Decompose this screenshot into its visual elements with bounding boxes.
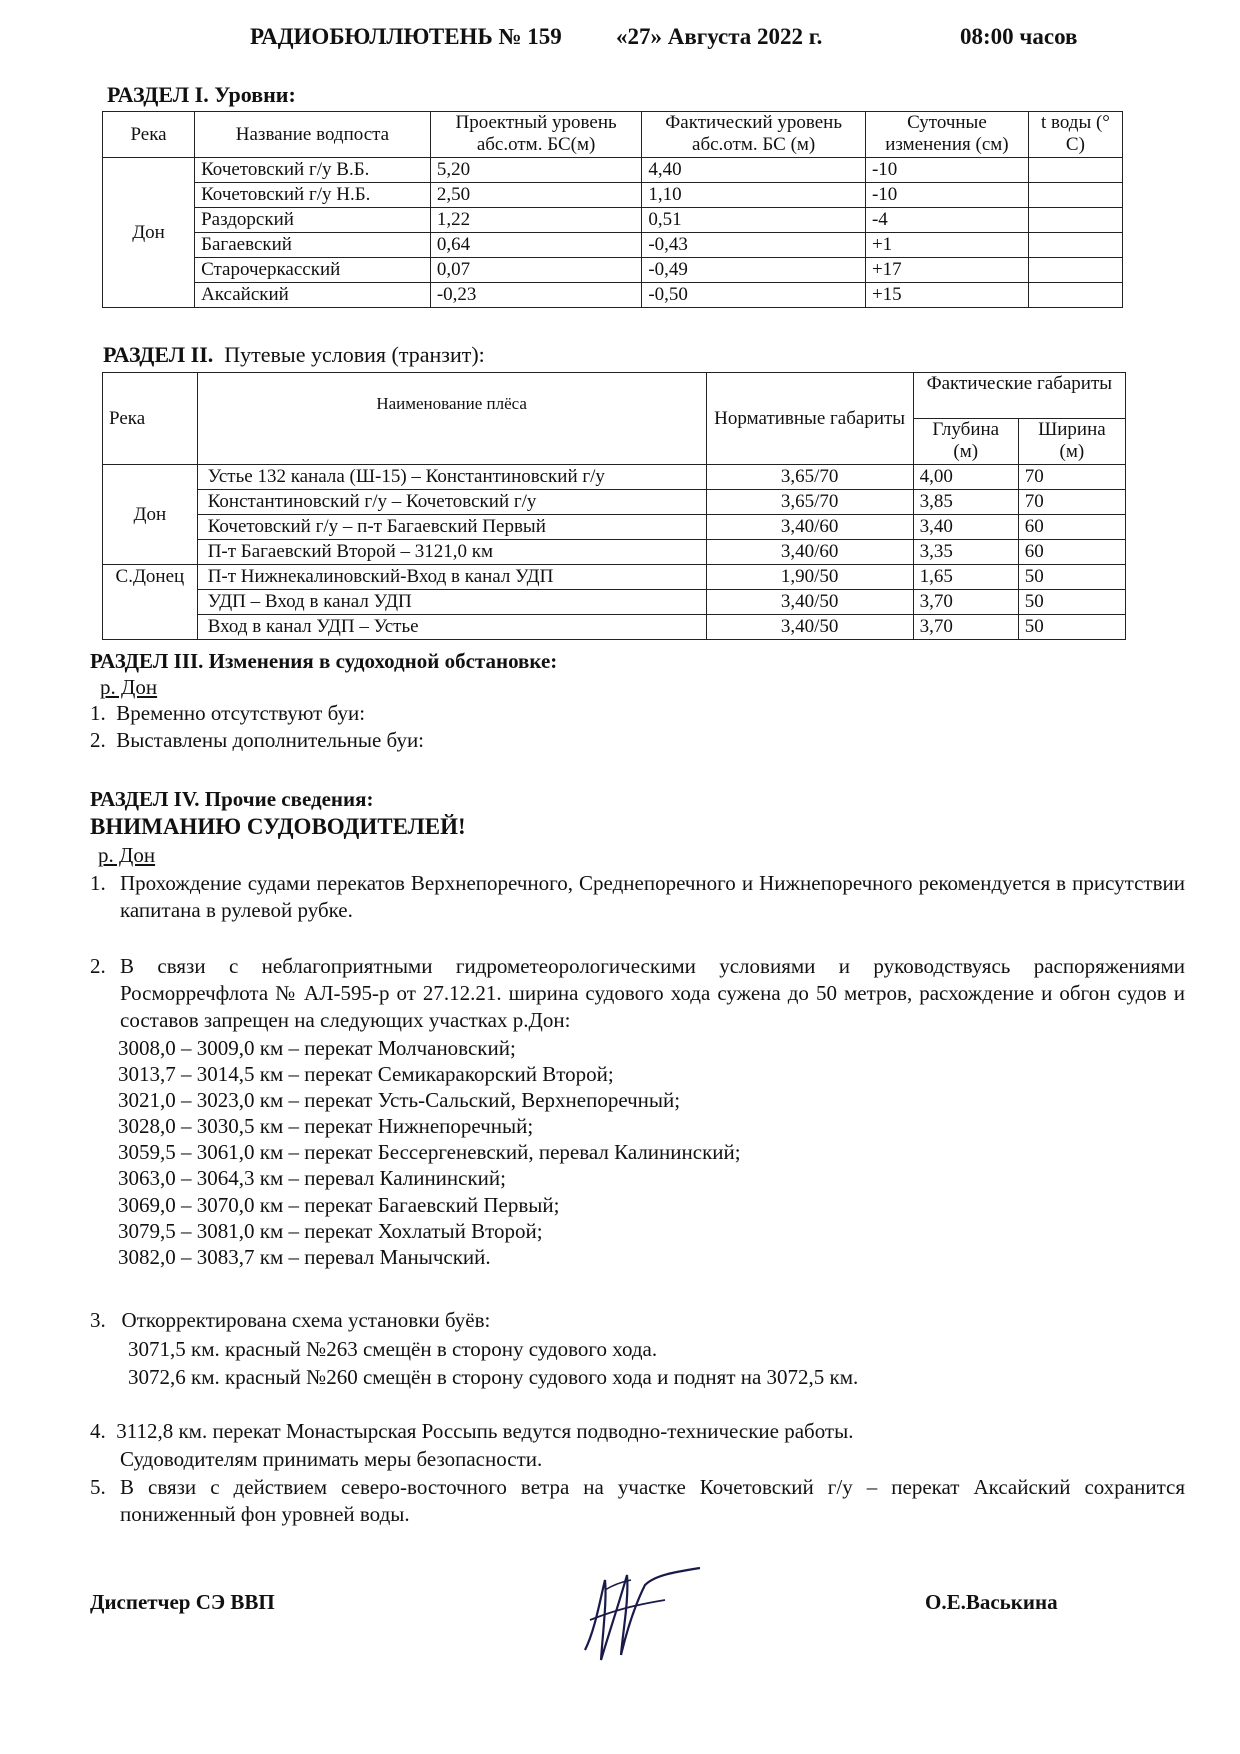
actual-level: 0,51: [642, 208, 866, 233]
item-number: 1.: [90, 871, 106, 895]
transit-header-row-1: [103, 373, 1126, 419]
stretch-name: Устье 132 канала (Ш-15) – Константиновский г/у: [197, 465, 706, 490]
water-temp: [1028, 158, 1122, 183]
transit-col-stretch: Наименование плёса: [197, 373, 706, 465]
paragraph-2-text: В связи с неблагоприятными гидрометеорологическими условиями и руководствуясь распоряжениями Росморречфлота № АЛ-595-р от 27.12.21. ширина судового хода сужена до 50 метров, расхождение и обгон судов и составов запрещен на следующих участках р.Дон:: [120, 954, 1185, 1032]
list-item: 3079,5 – 3081,0 км – перекат Хохлатый Второй;: [118, 1218, 543, 1243]
section3-item-1: [90, 700, 365, 727]
bulletin-title: РАДИОБЮЛЛЮТЕНЬ № 159: [250, 24, 562, 49]
levels-col-river: Река: [103, 112, 195, 158]
transit-table: [102, 372, 1126, 640]
item-number: 2.: [90, 954, 106, 978]
stretch-name: Вход в канал УДП – Устье: [197, 615, 706, 640]
daily-change: +17: [865, 258, 1028, 283]
paragraph-1-text: Прохождение судами перекатов Верхнепоречного, Среднепоречного и Нижнепоречного рекомендуется в присутствии капитана в рулевой рубке.: [120, 871, 1185, 922]
paragraph-2: [90, 953, 1185, 1034]
transit-col-actual: Фактические габариты: [913, 373, 1125, 419]
item-text: Временно отсутствуют буи:: [116, 701, 366, 725]
levels-col-post: Название водпоста: [195, 112, 431, 158]
list-item: 3072,6 км. красный №260 смещён в сторону судового хода и поднят на 3072,5 км.: [128, 1365, 859, 1389]
table-row: [103, 615, 1126, 640]
table-row: [103, 540, 1126, 565]
paragraph-2-body: [90, 953, 1185, 1034]
paragraph-3-text: Откорректирована схема установки буёв:: [121, 1308, 491, 1332]
paragraph-5: [90, 1474, 1185, 1528]
item-number: 4.: [90, 1419, 106, 1443]
list-item: 3063,0 – 3064,3 км – перевал Калининский;: [118, 1166, 506, 1191]
actual-depth: 3,85: [913, 490, 1018, 515]
actual-width: 70: [1018, 465, 1125, 490]
table-row: [103, 258, 1123, 283]
paragraph-4: [90, 1418, 853, 1445]
actual-width: 50: [1018, 615, 1125, 640]
list-item: 3082,0 – 3083,7 км – перевал Манычский.: [118, 1244, 491, 1269]
actual-level: 4,40: [642, 158, 866, 183]
list-item: 3008,0 – 3009,0 км – перекат Молчановский;: [118, 1036, 516, 1060]
normative-size: 3,40/50: [706, 590, 913, 615]
list-item: 3069,0 – 3070,0 км – перекат Багаевский Первый;: [118, 1192, 560, 1217]
actual-level: -0,49: [642, 258, 866, 283]
bulletin-header: [0, 24, 1240, 58]
table-row: [103, 283, 1123, 308]
paragraph-4-line-2: Судоводителям принимать меры безопасности.: [120, 1447, 543, 1471]
stretch-name: П-т Багаевский Второй – 3121,0 км: [197, 540, 706, 565]
design-level: 0,64: [430, 233, 641, 258]
list-item: 3021,0 – 3023,0 км – перекат Усть-Сальский, Верхнепоречный;: [118, 1088, 681, 1113]
item-number: 3.: [90, 1308, 106, 1332]
normative-size: 3,65/70: [706, 490, 913, 515]
stretch-name: УДП – Вход в канал УДП: [197, 590, 706, 615]
design-level: 1,22: [430, 208, 641, 233]
actual-depth: 3,40: [913, 515, 1018, 540]
design-level: 5,20: [430, 158, 641, 183]
section2-title-rest: Путевые условия (транзит):: [224, 342, 485, 367]
table-row: [103, 515, 1126, 540]
actual-depth: 3,70: [913, 590, 1018, 615]
water-temp: [1028, 233, 1122, 258]
actual-width: 60: [1018, 515, 1125, 540]
design-level: 2,50: [430, 183, 641, 208]
actual-depth: 1,65: [913, 565, 1018, 590]
levels-col-design: Проектный уровень абс.отм. БС(м): [430, 112, 641, 158]
table-row: [103, 490, 1126, 515]
signature-icon: [565, 1560, 715, 1670]
actual-width: 60: [1018, 540, 1125, 565]
actual-level: -0,43: [642, 233, 866, 258]
levels-river-cell: Дон: [103, 158, 195, 308]
section4-river: р. Дон: [98, 843, 156, 867]
bulletin-date: «27» Августа 2022 г.: [616, 24, 823, 49]
section2-title-bold: РАЗДЕЛ II.: [103, 342, 214, 367]
buoy-list: [128, 1335, 858, 1391]
table-row: [103, 183, 1123, 208]
table-row: [103, 465, 1126, 490]
actual-width: 70: [1018, 490, 1125, 515]
section3-title: РАЗДЕЛ III. Изменения в судоходной обстановке:: [90, 649, 558, 673]
transit-col-river: Река: [103, 373, 198, 465]
normative-size: 3,40/50: [706, 615, 913, 640]
list-item: 3028,0 – 3030,5 км – перекат Нижнепоречный;: [118, 1114, 534, 1139]
daily-change: -10: [865, 158, 1028, 183]
post-name: Кочетовский г/у Н.Б.: [195, 183, 431, 208]
paragraph-5-body: [90, 1474, 1185, 1528]
daily-change: +1: [865, 233, 1028, 258]
water-temp: [1028, 208, 1122, 233]
paragraph-1: [90, 870, 1185, 924]
design-level: -0,23: [430, 283, 641, 308]
section2-title: [103, 342, 485, 368]
actual-level: 1,10: [642, 183, 866, 208]
section1-title: РАЗДЕЛ I. Уровни:: [107, 82, 296, 107]
stretch-name: П-т Нижнекалиновский-Вход в канал УДП: [197, 565, 706, 590]
section4-title: РАЗДЕЛ IV. Прочие сведения:: [90, 787, 374, 811]
stretch-name: Кочетовский г/у – п-т Багаевский Первый: [197, 515, 706, 540]
post-name: Кочетовский г/у В.Б.: [195, 158, 431, 183]
normative-size: 3,40/60: [706, 540, 913, 565]
table-row: [103, 158, 1123, 183]
water-temp: [1028, 258, 1122, 283]
daily-change: +15: [865, 283, 1028, 308]
levels-col-temp: t воды (° С): [1028, 112, 1122, 158]
daily-change: -10: [865, 183, 1028, 208]
paragraph-1-body: [90, 870, 1185, 924]
post-name: Старочеркасский: [195, 258, 431, 283]
paragraph-5-text: В связи с действием северо-восточного ветра на участке Кочетовский г/у – перекат Аксайский сохранится пониженный фон уровней воды.: [120, 1475, 1185, 1526]
table-row: [103, 590, 1126, 615]
table-row: [103, 208, 1123, 233]
section3-river: р. Дон: [100, 675, 158, 699]
actual-depth: 3,35: [913, 540, 1018, 565]
attention-heading: ВНИМАНИЮ СУДОВОДИТЕЛЕЙ!: [90, 814, 466, 839]
section3-item-2: [90, 727, 424, 754]
stretch-name: Константиновский г/у – Кочетовский г/у: [197, 490, 706, 515]
item-text: Выставлены дополнительные буи:: [116, 728, 425, 752]
post-name: Раздорский: [195, 208, 431, 233]
transit-col-width: Ширина (м): [1018, 419, 1125, 465]
normative-size: 3,65/70: [706, 465, 913, 490]
levels-table: [102, 111, 1123, 308]
transit-col-depth: Глубина (м): [913, 419, 1018, 465]
list-item: 3059,5 – 3061,0 км – перекат Бессергеневский, перевал Калининский;: [118, 1140, 741, 1165]
table-row: [103, 565, 1126, 590]
water-temp: [1028, 283, 1122, 308]
table-row: [103, 233, 1123, 258]
actual-level: -0,50: [642, 283, 866, 308]
list-item: 3071,5 км. красный №263 смещён в сторону судового хода.: [128, 1337, 658, 1361]
water-temp: [1028, 183, 1122, 208]
actual-depth: 4,00: [913, 465, 1018, 490]
levels-header-row: [103, 112, 1123, 158]
actual-width: 50: [1018, 565, 1125, 590]
post-name: Багаевский: [195, 233, 431, 258]
paragraph-3: [90, 1307, 490, 1334]
dispatcher-position: Диспетчер СЭ ВВП: [90, 1590, 275, 1614]
item-number: 2.: [90, 728, 106, 752]
dispatcher-name: О.Е.Васькина: [925, 1590, 1058, 1614]
bulletin-time: 08:00 часов: [960, 24, 1078, 49]
transit-river-cell: С.Донец: [103, 565, 198, 640]
daily-change: -4: [865, 208, 1028, 233]
paragraph-4-text: 3112,8 км. перекат Монастырская Россыпь ведутся подводно-технические работы.: [116, 1419, 854, 1443]
transit-col-normative: Нормативные габариты: [706, 373, 913, 465]
list-item: 3013,7 – 3014,5 км – перекат Семикаракорский Второй;: [118, 1062, 614, 1087]
closure-list: [118, 1035, 741, 1270]
levels-col-actual: Фактический уровень абс.отм. БС (м): [642, 112, 866, 158]
transit-river-cell: Дон: [103, 465, 198, 565]
item-number: 5.: [90, 1475, 106, 1499]
actual-depth: 3,70: [913, 615, 1018, 640]
post-name: Аксайский: [195, 283, 431, 308]
actual-width: 50: [1018, 590, 1125, 615]
levels-col-change: Суточные изменения (см): [865, 112, 1028, 158]
normative-size: 1,90/50: [706, 565, 913, 590]
item-number: 1.: [90, 701, 106, 725]
design-level: 0,07: [430, 258, 641, 283]
normative-size: 3,40/60: [706, 515, 913, 540]
